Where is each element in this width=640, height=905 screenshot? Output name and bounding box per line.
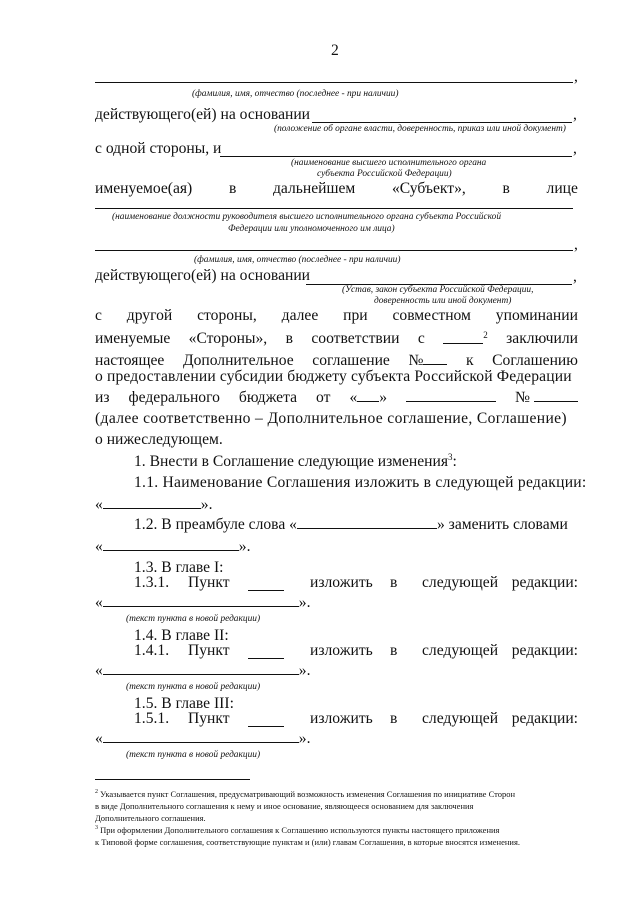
day-blank (357, 389, 379, 402)
item-1-colon: : (452, 453, 457, 471)
hereinafter-line: (далее соответственно – Дополнительное соглашение, Соглашение) (95, 410, 567, 427)
item-1 (134, 452, 457, 471)
comma: , (574, 68, 578, 85)
word: соответствии (311, 330, 400, 347)
quote-close: » (379, 389, 388, 406)
word: дальнейшем (273, 180, 356, 197)
month-year-blank (406, 389, 496, 402)
fio-line-2 (95, 250, 573, 251)
comma: , (573, 106, 577, 123)
quote-close: ». (298, 662, 311, 679)
text-blank (103, 730, 299, 743)
word: с (417, 330, 425, 347)
caption-basis-2a: (Устав, закон субъекта Российской Федерации, (342, 285, 534, 295)
item-1-2-text: 1.2. В преамбуле слова « (134, 516, 297, 533)
caption-basis-1: (положение об органе власти, доверенность, приказ или иной документ) (274, 124, 566, 134)
item-1-3-1-fill (95, 594, 311, 612)
word: в (390, 710, 398, 727)
word: 1.4.1. (134, 642, 170, 659)
following-line: о нижеследующем. (95, 431, 223, 448)
caption-item-text-2: (текст пункта в новой редакции) (126, 682, 261, 692)
quote-close: ». (298, 730, 311, 747)
item-1-4: 1.4. В главе II: (134, 627, 229, 644)
word: другой (126, 307, 173, 324)
word: № (515, 389, 530, 406)
other-side-line (95, 307, 578, 325)
number-blank (423, 352, 447, 365)
word: именуемые (95, 330, 171, 347)
caption-position-1: (наименование должности руководителя высшего исполнительного органа субъекта Российской (112, 212, 502, 222)
word: редакции: (511, 710, 578, 727)
word: в (390, 574, 398, 591)
named-parties-line (95, 330, 578, 349)
point-blank (248, 714, 284, 727)
point-blank (248, 578, 284, 591)
quote-open: « (95, 662, 103, 679)
word: «Субъект», (391, 180, 466, 197)
quote-open: « (95, 730, 103, 747)
quote-close: ». (200, 496, 213, 513)
item-1-5: 1.5. В главе III: (134, 695, 234, 712)
basis-line-1 (312, 122, 572, 123)
word: из (95, 389, 110, 406)
word: стороны, (197, 307, 257, 324)
one-side-text: с одной стороны, и (95, 140, 222, 157)
word: заключили (506, 330, 578, 347)
fio-line-1 (95, 82, 573, 83)
quote-close: ». (238, 538, 251, 555)
footnote-2-line-2: в виде Дополнительного соглашения к нему и иное основание, являющееся основанием для заключения (95, 801, 474, 811)
position-line (95, 208, 573, 209)
footnote-mark-2: 2 (483, 330, 488, 340)
caption-organ-1: (наименование высшего исполнительного органа (291, 158, 487, 168)
words-blank (297, 516, 437, 529)
footnote-3-mark: 3 (95, 825, 98, 832)
caption-fio-1: (фамилия, имя, отчество (последнее - при наличии) (192, 89, 399, 99)
item-1-text: 1. Внести в Соглашение следующие изменения (134, 453, 449, 471)
point-blank (248, 646, 284, 659)
footnote-2-line-3: Дополнительного соглашения. (95, 813, 206, 823)
caption-basis-2b: доверенность или иной документ) (374, 296, 512, 306)
item-1-2 (134, 516, 568, 534)
acting-on-basis-1: действующего(ей) на основании (95, 106, 311, 123)
word: при (343, 307, 368, 324)
caption-fio-2: (фамилия, имя, отчество (последнее - при наличии) (194, 255, 401, 265)
footnote-separator (95, 779, 250, 780)
word: следующей (422, 574, 499, 591)
quote-open: « (95, 594, 103, 611)
word: Пункт (188, 574, 230, 591)
word: следующей (422, 642, 499, 659)
word: федерального (128, 389, 220, 406)
page-number: 2 (331, 42, 339, 59)
word: редакции: (511, 642, 578, 659)
footnote-mark-3: 3 (448, 452, 453, 462)
word: следующей (422, 710, 499, 727)
word: в (285, 330, 293, 347)
agreement-number-blank (534, 389, 578, 402)
footnote-3-line-2: к Типовой форме соглашения, соответствующие пунктам и (или) главам Соглашения, в которые вносятся изменения. (95, 837, 520, 847)
acting-on-basis-2: действующего(ей) на основании (95, 267, 311, 284)
word: настоящее (95, 352, 165, 369)
new-words-blank (103, 538, 239, 551)
organ-line (220, 156, 572, 157)
word: упоминании (495, 307, 578, 324)
word: Соглашению (492, 352, 578, 369)
word: в (390, 642, 398, 659)
caption-position-2: Федерации или уполномоченного им лица) (228, 224, 395, 234)
text-blank (103, 594, 299, 607)
named-subject-line (95, 180, 578, 198)
item-1-1-fill (95, 496, 213, 514)
federal-budget-line (95, 389, 578, 407)
word: в (228, 180, 237, 197)
quote-close: ». (298, 594, 311, 611)
word: к (465, 352, 474, 369)
word: от (316, 389, 331, 406)
date-blank (443, 331, 483, 344)
word: именуемое(ая) (95, 180, 193, 197)
word: редакции: (511, 574, 578, 591)
word: Дополнительное (182, 352, 294, 369)
word: лице (546, 180, 578, 197)
word: далее (281, 307, 319, 324)
word: в (502, 180, 510, 197)
word: изложить (310, 574, 373, 591)
quote-open: « (95, 496, 103, 513)
footnote-2-line-1 (95, 789, 515, 799)
comma: , (574, 236, 578, 253)
word: Пункт (188, 642, 230, 659)
footnote-2-mark: 2 (95, 789, 98, 796)
item-1-5-1-fill (95, 730, 311, 748)
word: 1.5.1. (134, 710, 170, 727)
word: изложить (310, 710, 373, 727)
footnote-3-line-1 (95, 825, 499, 835)
word: Пункт (188, 710, 230, 727)
name-blank (103, 496, 201, 509)
word: «Стороны», (188, 330, 268, 347)
caption-item-text-3: (текст пункта в новой редакции) (126, 750, 261, 760)
word: № (408, 352, 424, 369)
item-1-3: 1.3. В главе I: (134, 559, 224, 576)
text-blank (103, 662, 299, 675)
footnote-2-text: Указывается пункт Соглашения, предусматривающий возможность изменения Соглашения по инициативе Сторон (100, 789, 516, 799)
word: с (95, 307, 102, 324)
caption-organ-2: субъекта Российской Федерации) (317, 169, 452, 179)
subsidy-line: о предоставлении субсидии бюджету субъекта Российской Федерации (95, 368, 572, 385)
item-1-2-tail: » заменить словами (436, 516, 568, 533)
word: совместном (392, 307, 471, 324)
word: бюджета (238, 389, 298, 406)
comma: , (573, 140, 577, 157)
word: соглашение (312, 352, 390, 369)
item-1-4-1-fill (95, 662, 311, 680)
quote-open: « (349, 389, 358, 406)
caption-item-text-1: (текст пункта в новой редакции) (126, 614, 261, 624)
footnote-3-text: При оформлении Дополнительного соглашения к Соглашению используются пункты настоящего приложения (100, 825, 500, 835)
word: 1.3.1. (134, 574, 170, 591)
quote-open: « (95, 538, 103, 555)
word: изложить (310, 642, 373, 659)
item-1-1: 1.1. Наименование Соглашения изложить в следующей редакции: (134, 474, 587, 491)
item-1-2-fill (95, 538, 251, 556)
comma: , (573, 268, 577, 285)
